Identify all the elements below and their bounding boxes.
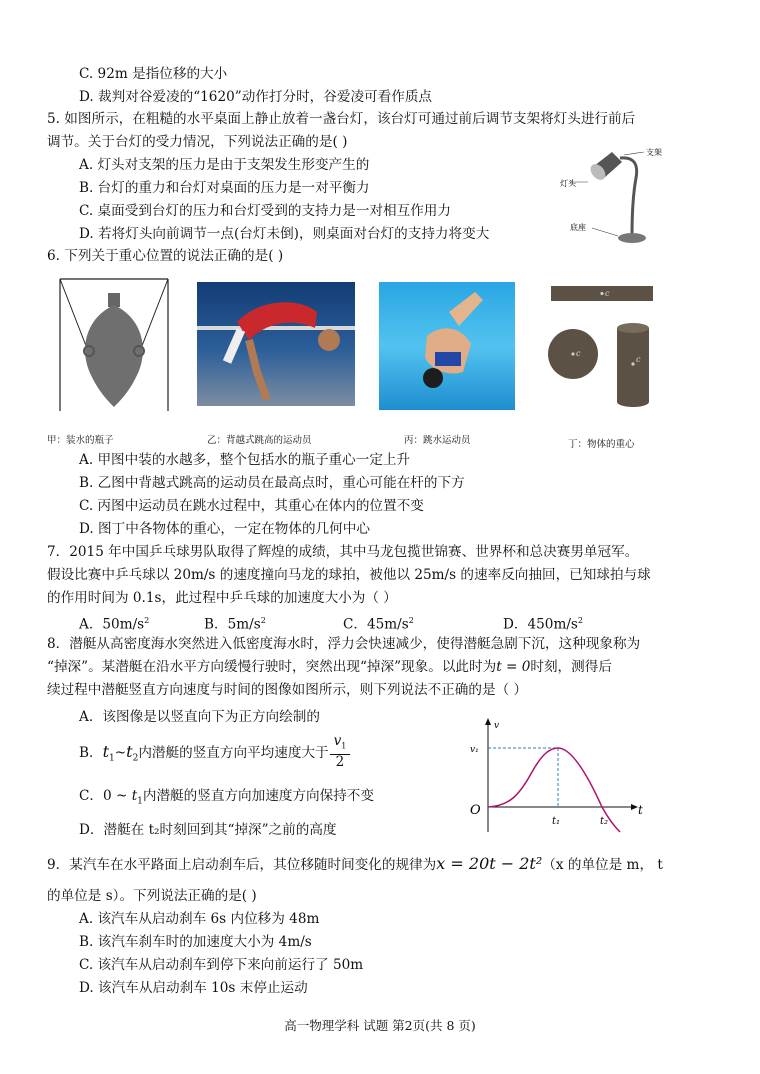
- q8-fraction: $v_1$ 2: [330, 734, 350, 770]
- q5-option-c: C. 桌面受到台灯的压力和台灯受到的支持力是一对相互作用力: [79, 203, 451, 219]
- q8-option-b: B．$t_1\sim t_2$内潜艇的竖直方向平均速度大于: [79, 742, 329, 764]
- cylinder-center-label: c: [636, 355, 641, 364]
- q8-option-c: C．0 ~ $t_1$内潜艇的竖直方向加速度方向保持不变: [79, 788, 374, 807]
- q5-option-b: B. 台灯的重力和台灯对桌面的压力是一对平衡力: [79, 180, 370, 196]
- q9-option-d: D. 该汽车从启动刹车 10s 末停止运动: [79, 980, 308, 996]
- bar-center-label: c: [605, 289, 610, 298]
- v-axis-arrow-icon: [485, 718, 491, 725]
- q5-stem-line1: 5. 如图所示，在粗糙的水平桌面上静止放着一盏台灯，该台灯可通过前后调节支架将灯头进行前后: [47, 111, 636, 127]
- high-jumper-icon: [237, 302, 317, 340]
- caption-ding: 丁：物体的重心: [568, 439, 635, 450]
- q6-option-d: D. 图丁中各物体的重心，一定在物体的几何中心: [79, 521, 370, 537]
- t-axis-label: t: [638, 803, 643, 817]
- q6-option-b: B. 乙图中背越式跳高的运动员在最高点时，重心可能在杆的下方: [79, 475, 465, 491]
- caption-jia: 甲：装水的瓶子: [47, 435, 114, 446]
- q7-option-a: A．$50m/s^2$: [79, 616, 150, 633]
- q7-option-d: D．$450m/s^2$: [503, 616, 583, 633]
- desk-lamp-figure: [560, 138, 670, 250]
- q8-option-a: A．该图像是以竖直向下为正方向绘制的: [79, 709, 320, 725]
- caption-yi: 乙：背越式跳高的运动员: [207, 435, 312, 446]
- q9-line2: 的单位是 s）。下列说法正确的是( ): [47, 888, 257, 904]
- v1-tick-label: v₁: [470, 745, 479, 755]
- q7-line2: 假设比赛中乒乓球以 20m/s 的速度撞向马龙的球拍，被他以 25m/s 的速率反向抽回，已知球拍与球: [47, 567, 651, 583]
- q9-option-a: A. 该汽车从启动刹车 6s 内位移为 48m: [79, 911, 320, 927]
- q7-line3: 的作用时间为 0.1s，此过程中乒乓球的加速度大小为（ ）: [47, 590, 397, 606]
- bottle-figure: [58, 277, 170, 413]
- diver-photo: [379, 282, 515, 410]
- q8-line3: 续过程中潜艇竖直方向速度与时间的图像如图所示，则下列说法不正确的是（ ）: [47, 682, 528, 698]
- q6-option-a: A. 甲图中装的水越多，整个包括水的瓶子重心一定上升: [79, 452, 411, 468]
- q5-option-d: D. 若将灯头向前调节一点(台灯未倒)，则桌面对台灯的支持力将变大: [79, 226, 490, 242]
- q8-line2: “掉深”。某潜艇在沿水平方向缓慢行驶时，突然出现“掉深”现象。以此时为t = 0时刻，测得后: [47, 659, 612, 675]
- lamp-base-icon: [618, 233, 646, 243]
- q5-option-a: A. 灯头对支架的压力是由于支架发生形变产生的: [79, 157, 370, 173]
- q9-formula: x = 20t − 2t²: [436, 854, 543, 873]
- q7-option-c: C．$45m/s^2$: [343, 616, 414, 633]
- center-of-gravity-figure: [543, 282, 663, 412]
- q7-line1: 7．2015 年中国乒乓球男队取得了辉煌的成绩，其中马龙包揽世锦赛、世界杯和总决赛男单冠军。: [47, 544, 639, 560]
- origin-label: O: [470, 803, 481, 818]
- caption-bing: 丙：跳水运动员: [404, 435, 471, 446]
- q8-line1: 8．潜艇从高密度海水突然进入低密度海水时，浮力会快速减少，使得潜艇急剧下沉，这种现象称为: [47, 636, 641, 652]
- t-axis-arrow-icon: [631, 804, 638, 810]
- q9-option-b: B. 该汽车刹车时的加速度大小为 4m/s: [79, 934, 312, 950]
- t1-tick-label: t₁: [552, 816, 561, 827]
- q7-option-b: B．$5m/s^2$: [204, 616, 266, 633]
- high-jump-photo: [197, 282, 355, 406]
- q6-stem: 6. 下列关于重心位置的说法正确的是( ): [47, 248, 284, 264]
- q9-line1: 9．某汽车在水平路面上启动刹车后，其位移随时间变化的规律为x = 20t − 2t²（x 的单位是 m， t: [47, 854, 663, 873]
- q4-option-c: C. 92m 是指位移的大小: [79, 66, 228, 82]
- lamp-label-base: 底座: [570, 223, 586, 232]
- t2-tick-label: t₂: [600, 816, 609, 827]
- lamp-shade-icon: [588, 152, 622, 183]
- q8-option-d: D．潜艇在 t₂时刻回到其“掉深”之前的高度: [79, 822, 337, 838]
- water-bottle-icon: [84, 293, 144, 407]
- disk-center-label: c: [576, 349, 581, 358]
- lamp-label-bracket: 支架: [646, 148, 662, 157]
- page-footer: 高一物理学科 试题 第2页(共 8 页): [284, 1018, 476, 1033]
- v-axis-label: v: [494, 721, 500, 731]
- q9-option-c: C. 该汽车从启动刹车到停下来向前运行了 50m: [79, 957, 364, 973]
- q5-stem-line2: 调节。关于台灯的受力情况，下列说法正确的是( ): [47, 134, 348, 150]
- q6-option-c: C. 丙图中运动员在跳水过程中，其重心在体内的位置不变: [79, 498, 424, 514]
- lamp-label-head: 灯头: [560, 179, 576, 188]
- diver-icon: [423, 292, 483, 388]
- q4-option-d: D. 裁判对谷爱凌的“1620”动作打分时，谷爱凌可看作质点: [79, 89, 433, 105]
- vt-graph: [460, 714, 660, 838]
- lamp-bracket-icon: [620, 158, 637, 236]
